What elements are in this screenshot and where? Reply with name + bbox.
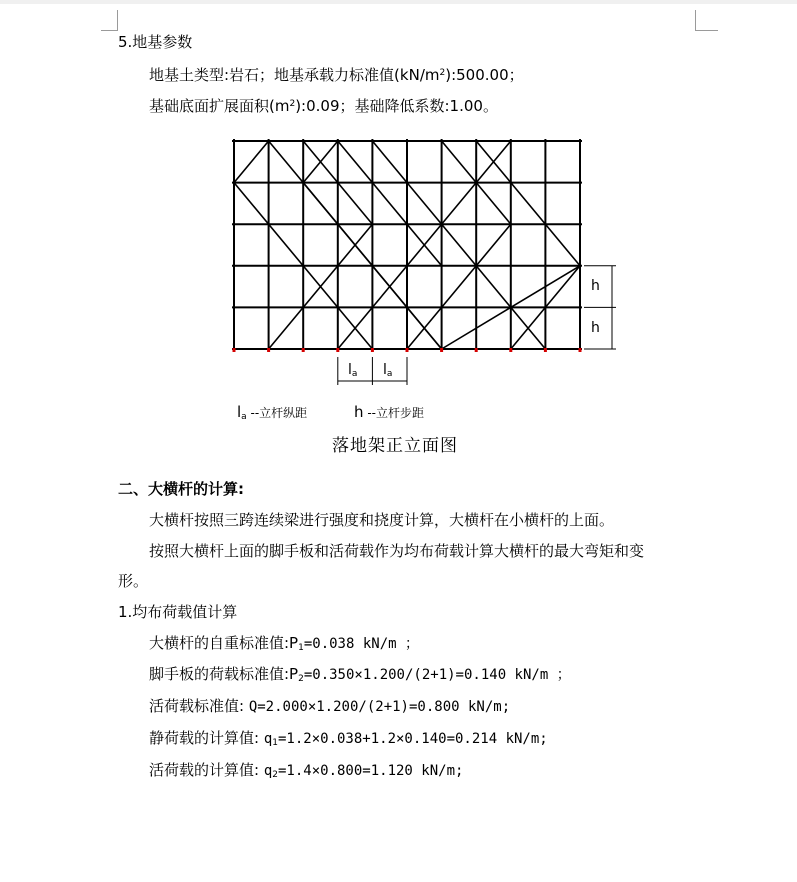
formula-p2: 脚手板的荷载标准值$:P_2=0.350\times 1.200/(2+1)=0.140$ kN/m ； <box>149 665 571 684</box>
base-plate <box>336 348 339 352</box>
base-plate <box>302 348 305 352</box>
paragraph-1: 大横杆按照三跨连续梁进行强度和挠度计算，大横杆在小横杆的上面。 <box>149 511 615 529</box>
base-plate <box>544 348 547 352</box>
paragraph-2-line-2: 形。 <box>118 572 149 590</box>
base-plate <box>406 348 409 352</box>
foundation-heading: 5.地基参数 <box>118 33 193 51</box>
foundation-line-2: 基础底面扩展面积$(m^2):0.09$；基础降低系数:1.00。 <box>149 97 498 115</box>
base-plate <box>233 348 236 352</box>
legend-la: $l_a$ --立杆纵距 <box>237 403 308 422</box>
formula-p1: 大横杆的自重标准值$:P_1=0.038$ kN/m ； <box>149 634 419 653</box>
subsection-heading: 1.均布荷载值计算 <box>118 603 238 621</box>
legend-h: h --立杆步距 <box>354 403 424 421</box>
page-top-edge <box>0 0 797 4</box>
section-heading: 二、大横杆的计算: <box>118 480 244 498</box>
formula-q: 活荷载标准值: Q=2.000×1.200/(2+1)=0.800 kN/m; <box>149 697 511 715</box>
margin-corner-top-right <box>695 10 718 31</box>
base-plate <box>371 348 374 352</box>
base-plate <box>267 348 270 352</box>
base-plate <box>509 348 512 352</box>
diagonal-brace <box>338 141 373 183</box>
dimension-label-h-1: h <box>591 278 600 294</box>
diagonal-brace <box>407 183 511 308</box>
diagonal-brace <box>372 141 407 183</box>
paragraph-2-line-1: 按照大横杆上面的脚手板和活荷载作为均布荷载计算大横杆的最大弯矩和变 <box>149 542 645 560</box>
foundation-line-1: 地基土类型:岩石；地基承载力标准值$(kN/m^2):500.00$； <box>149 66 524 84</box>
formula-q2: 活荷载的计算值: $q_2=1.4\times 0.800=1.120$ kN/m; <box>149 761 464 780</box>
diagonal-brace <box>234 141 269 183</box>
scaffold-elevation-diagram <box>228 133 628 393</box>
base-plate <box>440 348 443 352</box>
base-plate <box>579 348 582 352</box>
figure-caption: 落地架正立面图 <box>332 436 458 456</box>
dimension-label-la-1: $l_a$ <box>348 362 358 379</box>
dimension-label-h-2: h <box>591 320 600 336</box>
dimension-label-la-2: $l_a$ <box>383 362 393 379</box>
formula-q1: 静荷载的计算值: $q_1=1.2\times 0.038+1.2\times 0.140=0.214$ kN/m; <box>149 729 548 748</box>
margin-corner-top-left <box>101 10 118 31</box>
base-plate <box>475 348 478 352</box>
